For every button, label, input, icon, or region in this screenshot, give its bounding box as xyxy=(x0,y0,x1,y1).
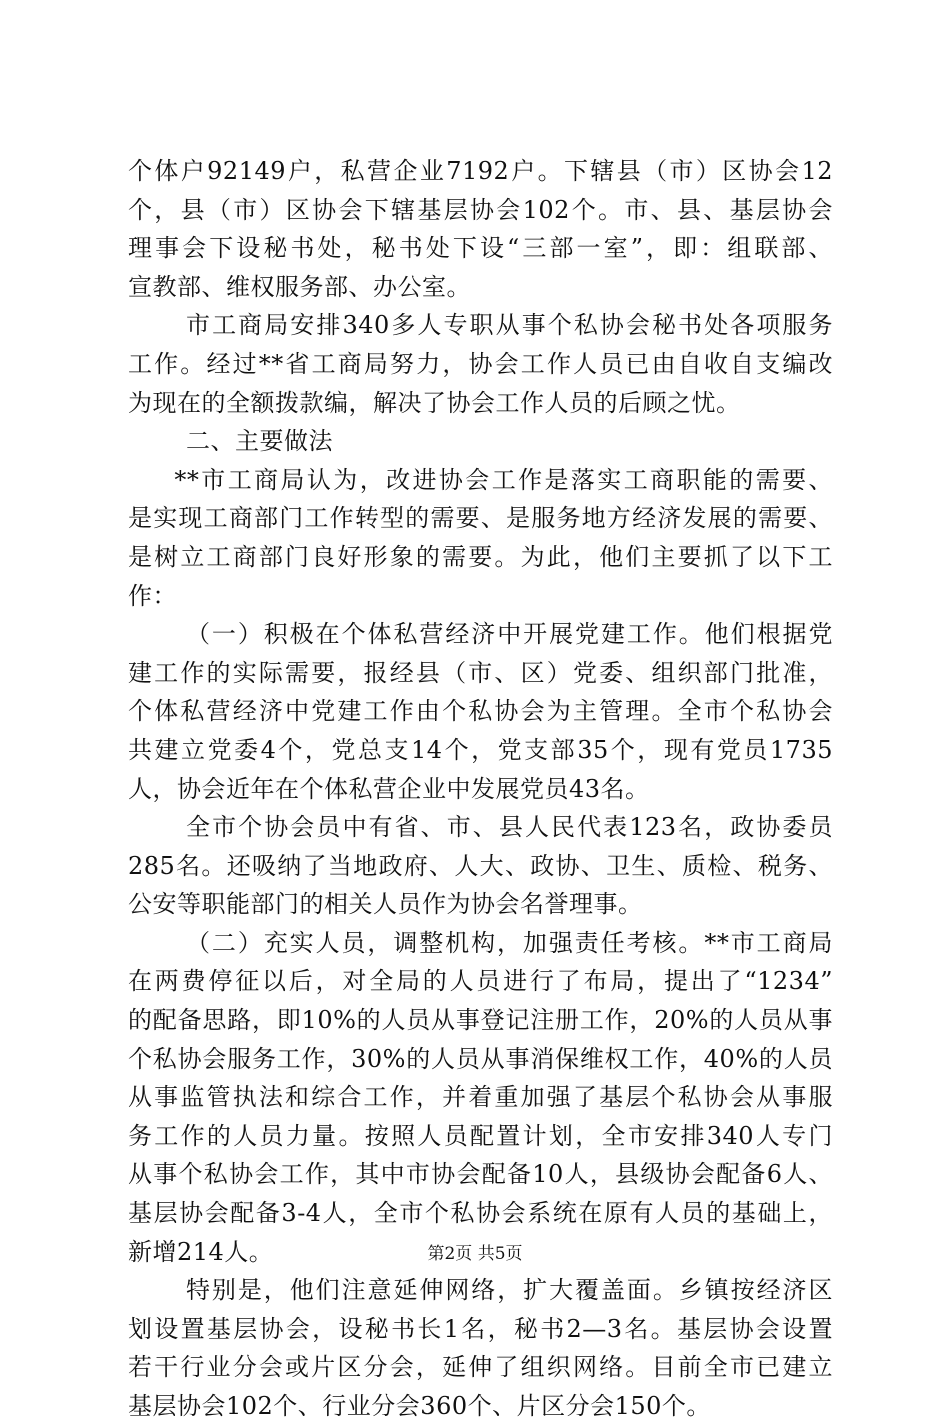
text-line: 若干行业分会或片区分会，延伸了组织网络。目前全市已建立 xyxy=(128,1353,833,1382)
text-line: 的配备思路，即10%的人员从事登记注册工作，20%的人员从事 xyxy=(128,1006,833,1035)
text-line: 个体私营经济中党建工作由个私协会为主管理。全市个私协会 xyxy=(128,697,833,726)
text-line: 是树立工商部门良好形象的需要。为此，他们主要抓了以下工 xyxy=(128,542,833,571)
text-line: （二）充实人员，调整机构，加强责任考核。**市工商局 xyxy=(186,928,833,957)
text-line: 是实现工商部门工作转型的需要、是服务地方经济发展的需要、 xyxy=(128,504,833,533)
text-line: 工作。经过**省工商局努力，协会工作人员已由自收自支编改 xyxy=(128,349,833,378)
text-line: 从事个私协会工作，其中市协会配备10人，县级协会配备6人、 xyxy=(128,1160,833,1189)
text-line: 市工商局安排340多人专职从事个私协会秘书处各项服务 xyxy=(186,311,833,340)
text-line: 从事监管执法和综合工作，并着重加强了基层个私协会从事服 xyxy=(128,1083,833,1112)
text-line: 在两费停征以后，对全局的人员进行了布局，提出了“1234” xyxy=(128,967,833,996)
text-line: 新增214人。 xyxy=(128,1237,274,1266)
text-line: 宣教部、维权服务部、办公室。 xyxy=(128,272,471,301)
text-line: 划设置基层协会，设秘书长1名，秘书2—3名。基层协会设置 xyxy=(128,1314,833,1343)
text-line: 理事会下设秘书处，秘书处下设“三部一室”，即：组联部、 xyxy=(128,234,833,263)
text-line: 作： xyxy=(128,581,177,610)
text-line: 二、主要做法 xyxy=(186,427,333,456)
text-line: 全市个协会员中有省、市、县人民代表123名，政协委员 xyxy=(186,813,833,842)
text-line: 公安等职能部门的相关人员作为协会名誉理事。 xyxy=(128,890,643,919)
text-line: 基层协会配备3-4人，全市个私协会系统在原有人员的基础上， xyxy=(128,1199,833,1228)
text-line: 285名。还吸纳了当地政府、人大、政协、卫生、质检、税务、 xyxy=(128,851,833,880)
page-footer: 第2页 共5页 xyxy=(427,1244,523,1264)
text-line: 人，协会近年在个体私营企业中发展党员43名。 xyxy=(128,774,650,803)
text-line: 务工作的人员力量。按照人员配置计划，全市安排340人专门 xyxy=(128,1121,833,1150)
text-line: 基层协会102个、行业分会360个、片区分会150个。 xyxy=(128,1392,711,1420)
text-line: **市工商局认为，改进协会工作是落实工商职能的需要、 xyxy=(174,465,833,494)
text-line: 个私协会服务工作，30%的人员从事消保维权工作，40%的人员 xyxy=(128,1044,833,1073)
text-line: 特别是，他们注意延伸网络，扩大覆盖面。乡镇按经济区 xyxy=(186,1276,833,1305)
text-line: 个体户92149户，私营企业7192户。下辖县（市）区协会12 xyxy=(128,157,833,185)
document-body xyxy=(128,152,833,1426)
text-line: 为现在的全额拨款编，解决了协会工作人员的后顾之忧。 xyxy=(128,388,741,417)
text-line: 建工作的实际需要，报经县（市、区）党委、组织部门批准， xyxy=(128,658,833,687)
text-line: 个，县（市）区协会下辖基层协会102个。市、县、基层协会 xyxy=(128,195,833,224)
text-line: 共建立党委4个，党总支14个，党支部35个，现有党员1735 xyxy=(128,735,833,764)
text-line: （一）积极在个体私营经济中开展党建工作。他们根据党 xyxy=(186,620,833,649)
